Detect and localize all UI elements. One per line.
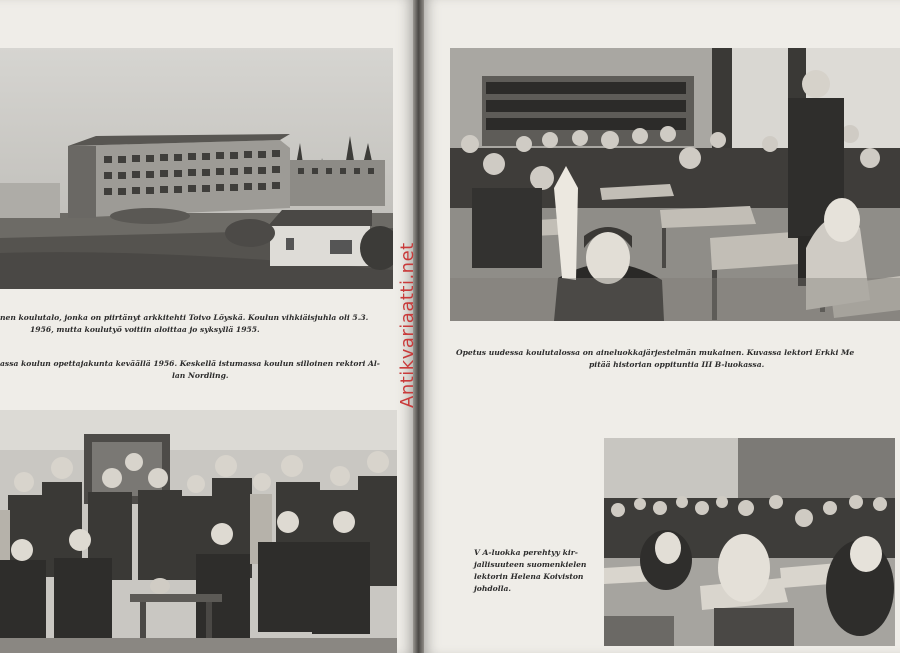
left-page (0, 0, 413, 653)
teachers-caption-line-1: assa koulun opettajakunta keväällä 1956. Keskellä istumassa koulun silloinen rektori Al- (0, 359, 380, 368)
va-caption-line-3: lektorin Helena Koiviston (474, 572, 584, 581)
history-classroom-photo (450, 48, 900, 321)
classroom-caption-line-2: pitää historian oppituntia III B-luokassa. (589, 360, 765, 369)
teachers-caption-line-2: lan Nordling. (172, 371, 229, 380)
va-caption-line-1: V A-luokka perehtyy kir- (474, 548, 578, 557)
va-caption-line-4: johdolla. (474, 584, 512, 593)
building-caption-line-1: nen koulutalo, jonka on piirtänyt arkkitehti Toivo Löyskä. Koulun vihkiäisjuhla oli 5.3. (0, 313, 369, 322)
teachers-group-photo (0, 410, 397, 653)
antikvariaatti-watermark: Antikvariaatti.net (397, 242, 418, 408)
classroom-caption-line-1: Opetus uudessa koulutalossa on aineluokkajärjestelmän mukainen. Kuvassa lektori Erkki Me (456, 348, 855, 357)
building-caption-line-2: 1956, mutta koulutyö voitiin aloittaa jo syksyllä 1955. (30, 325, 260, 334)
school-building-photo (0, 48, 393, 289)
va-caption-line-2: jallisuuteen suomenkielen (474, 560, 587, 569)
va-class-photo (604, 438, 895, 646)
right-page (424, 0, 900, 653)
